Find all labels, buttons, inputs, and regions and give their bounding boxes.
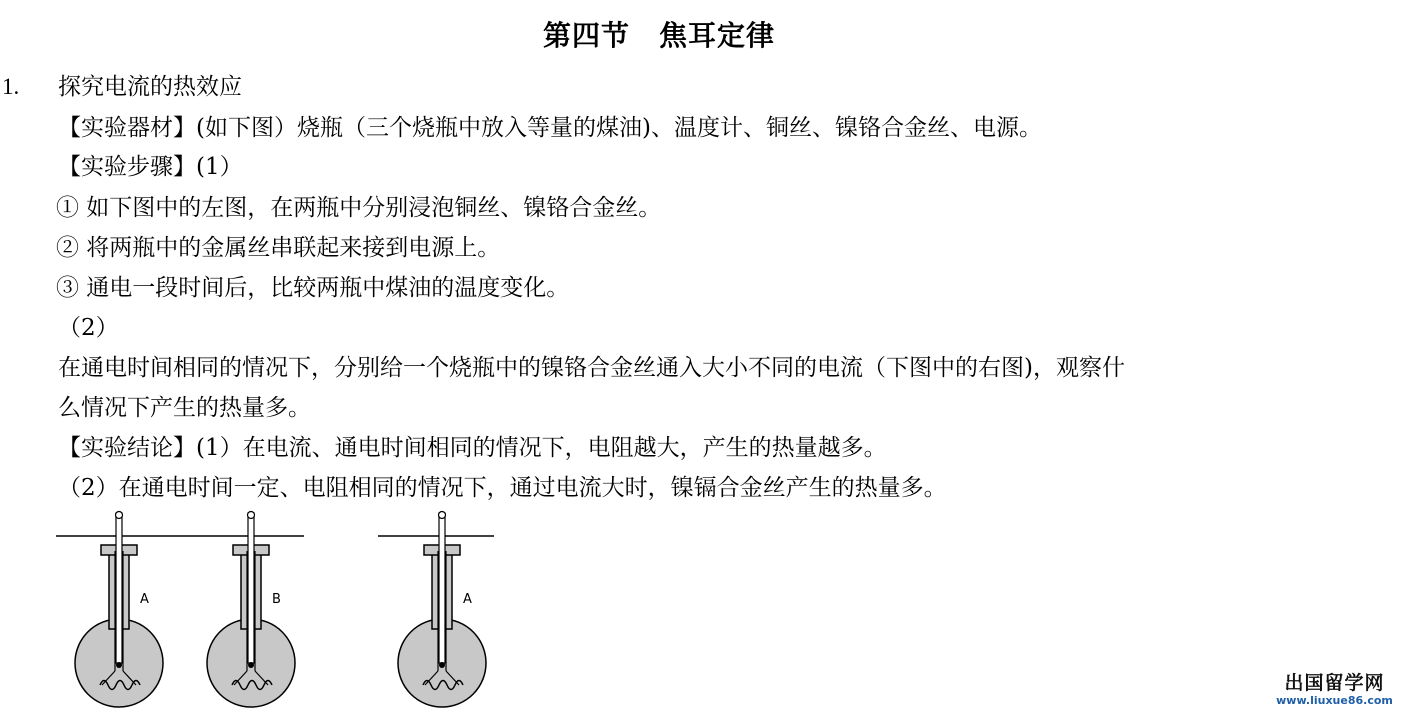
item-number: 1.: [2, 74, 20, 99]
experiment-figure: [52, 505, 512, 715]
flask-b: [207, 512, 295, 708]
conclusion-2: （2）在通电时间一定、电阻相同的情况下，通过电流大时，镍镉合金丝产生的热量多。: [58, 475, 947, 501]
part2-line-1: 在通电时间相同的情况下，分别给一个烧瓶中的镍铬合金丝通入大小不同的电流（下图中的右图)，观察什: [58, 355, 1125, 381]
flask-label: A: [140, 592, 149, 607]
part2-line-2: 么情况下产生的热量多。: [58, 395, 311, 421]
step-1: ① 如下图中的左图，在两瓶中分别浸泡铜丝、镍铬合金丝。: [56, 195, 662, 221]
flask-a-left: [75, 512, 163, 708]
step-3: ③ 通电一段时间后，比较两瓶中煤油的温度变化。: [56, 275, 570, 301]
item-heading: 探究电流的热效应: [58, 74, 242, 100]
watermark-url: www.liuxue86.com: [1276, 694, 1393, 707]
flask-label: A: [463, 592, 472, 607]
part2-label: （2）: [58, 315, 119, 341]
thermometer: [116, 513, 122, 663]
flask-diagram: [52, 505, 512, 711]
step-2: ② 将两瓶中的金属丝串联起来接到电源上。: [56, 235, 501, 261]
watermark-site-name: 出国留学网: [1284, 672, 1385, 694]
site-watermark: [1262, 672, 1407, 707]
flask-a-right: [398, 512, 486, 708]
steps-heading: 【实验步骤】(1）: [58, 154, 243, 180]
page-title: 第四节 焦耳定律: [542, 19, 775, 52]
conclusion-1: 【实验结论】(1）在电流、通电时间相同的情况下，电阻越大，产生的热量越多。: [58, 435, 887, 461]
materials-text: 【实验器材】(如下图）烧瓶（三个烧瓶中放入等量的煤油)、温度计、铜丝、镍铬合金丝、电源。: [58, 115, 1042, 141]
flask-label: B: [272, 592, 281, 607]
thermometer: [439, 513, 445, 663]
thermometer: [248, 513, 254, 663]
